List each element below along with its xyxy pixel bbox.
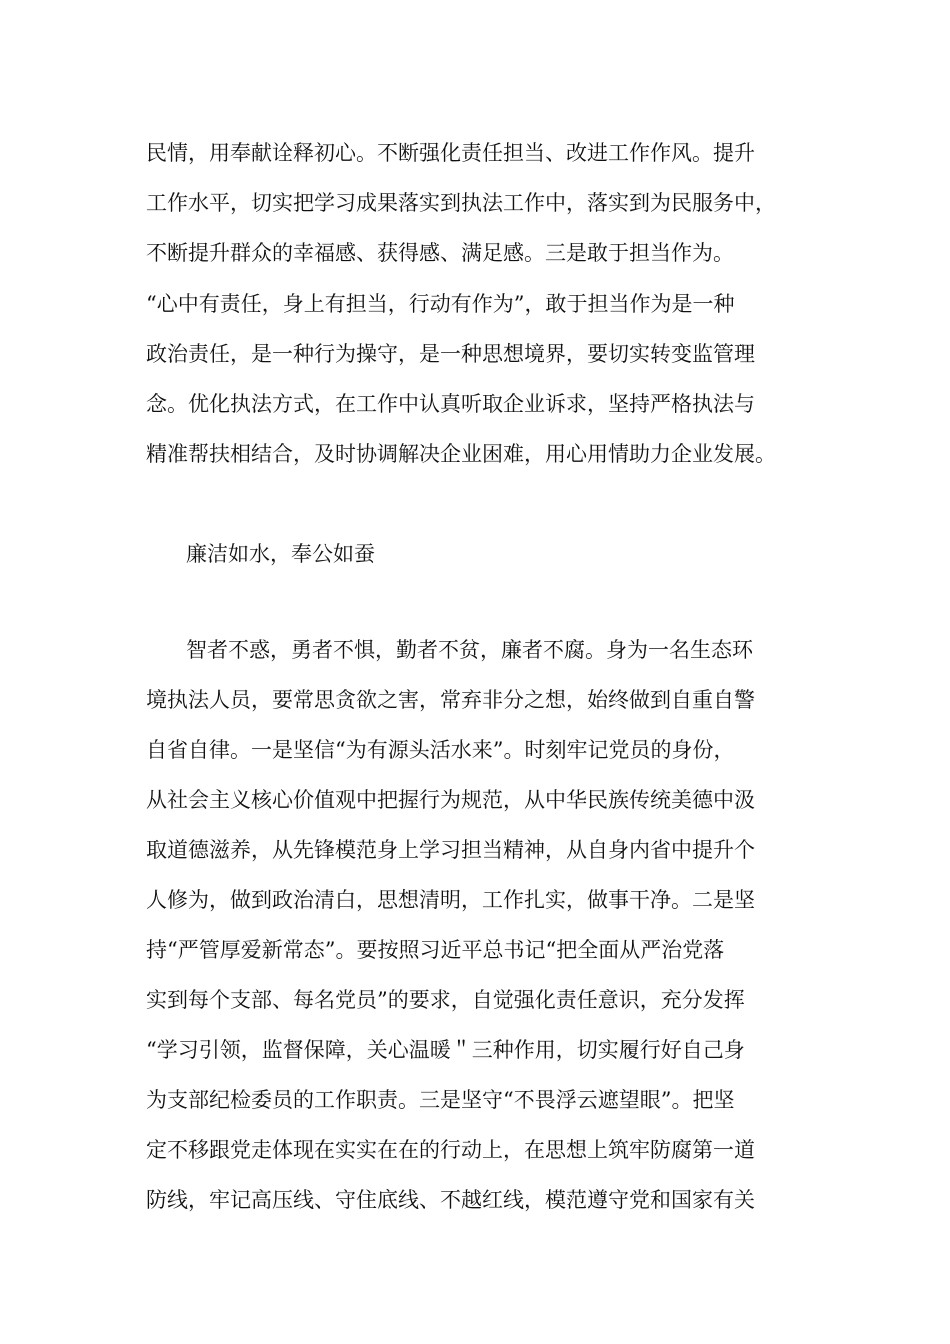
paragraph-2-line-1: 智者不惑，勇者不惧，勤者不贫，廉者不腐。身为一名生态环 xyxy=(186,638,753,662)
paragraph-2-line-10: 为支部纪检委员的工作职责。三是坚守“不畏浮云遮望眼”。把坚 xyxy=(146,1088,735,1112)
paragraph-2-line-5: 取道德滋养，从先锋模范身上学习担当精神，从自身内省中提升个 xyxy=(146,838,755,862)
paragraph-2-line-8: 实到每个支部、每名党员”的要求，自觉强化责任意识，充分发挥 xyxy=(146,988,745,1012)
paragraph-2-line-11: 定不移跟党走体现在实实在在的行动上，在思想上筑牢防腐第一道 xyxy=(146,1138,755,1162)
paragraph-1-line-3: 不断提升群众的幸福感、获得感、满足感。三是敢于担当作为。 xyxy=(146,241,734,265)
paragraph-1-line-1: 民情，用奉献诠释初心。不断强化责任担当、改进工作作风。提升 xyxy=(146,141,755,165)
paragraph-1-line-6: 念。优化执法方式，在工作中认真听取企业诉求，坚持严格执法与 xyxy=(146,392,755,416)
paragraph-1-line-7: 精准帮扶相结合，及时协调解决企业困难，用心用情助力企业发展。 xyxy=(146,442,776,466)
paragraph-2-line-2: 境执法人员，要常思贪欲之害，常弃非分之想，始终做到自重自警 xyxy=(146,688,755,712)
paragraph-2-line-9: “学习引领，监督保障，关心温暖＂三种作用，切实履行好自己身 xyxy=(146,1038,745,1062)
paragraph-2-line-6: 人修为，做到政治清白，思想清明，工作扎实，做事干净。二是坚 xyxy=(146,888,755,912)
paragraph-2-line-4: 从社会主义核心价值观中把握行为规范，从中华民族传统美德中汲 xyxy=(146,788,755,812)
paragraph-2-line-7: 持“严管厚爱新常态”。要按照习近平总书记“把全面从严治党落 xyxy=(146,938,725,962)
paragraph-1-line-4: “心中有责任，身上有担当，行动有作为”，敢于担当作为是一种 xyxy=(146,292,735,316)
paragraph-2-line-3: 自省自律。一是坚信“为有源头活水来”。时刻牢记党员的身份， xyxy=(146,738,735,762)
section-heading: 廉洁如水，奉公如蚕 xyxy=(186,542,375,566)
paragraph-1-line-5: 政治责任，是一种行为操守，是一种思想境界，要切实转变监管理 xyxy=(146,342,755,366)
paragraph-2-line-12: 防线，牢记高压线、守住底线、不越红线，模范遵守党和国家有关 xyxy=(146,1188,755,1212)
paragraph-1-line-2: 工作水平，切实把学习成果落实到执法工作中，落实到为民服务中， xyxy=(146,191,776,215)
